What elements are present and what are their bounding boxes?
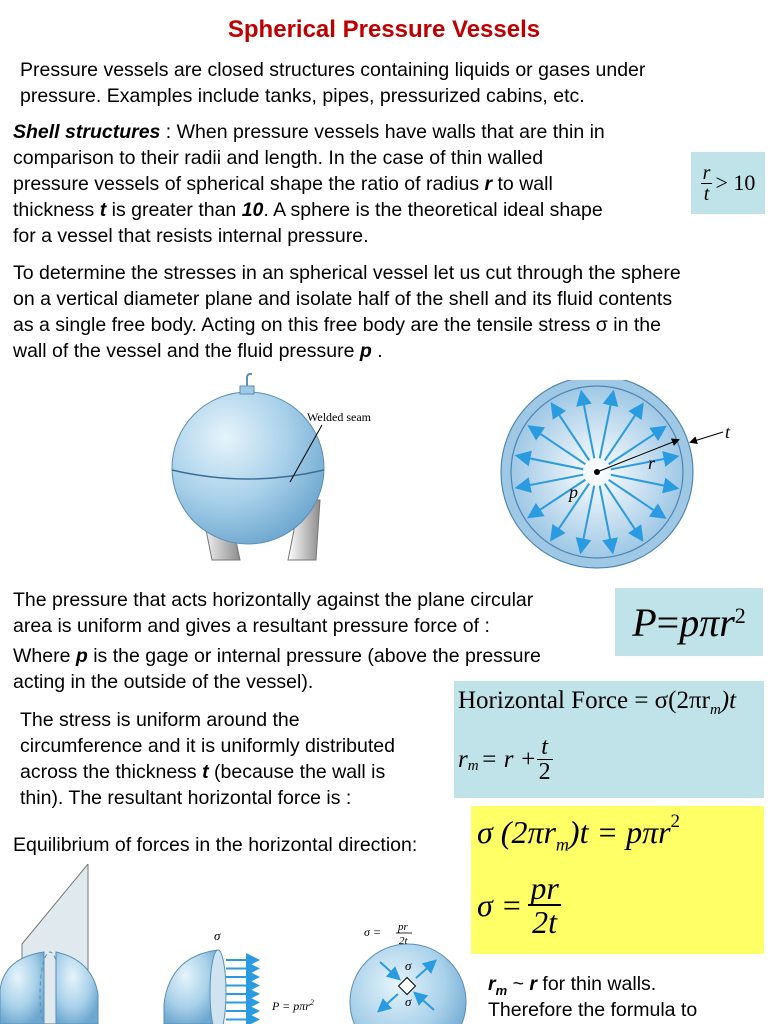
- exponent: 2: [670, 811, 681, 833]
- thin-wall-note: [488, 971, 697, 1023]
- where-text: is the gage or internal pressure (above the pressure: [87, 645, 541, 667]
- sigma-formula-label: σ =: [364, 925, 382, 939]
- shell-text: comparison to their radii and length. In the case of thin walled: [13, 147, 544, 169]
- equilibrium-equation: σ (2πr: [477, 814, 556, 850]
- where-text: acting in the outside of the vessel).: [13, 671, 314, 693]
- ratio-relation: > 10: [715, 170, 756, 195]
- pressure-label: p: [569, 482, 578, 502]
- radius-symbol: r: [529, 973, 537, 995]
- stress-formula-denominator: 2t: [532, 904, 558, 940]
- page-title: Spherical Pressure Vessels: [227, 16, 541, 43]
- ratio-numerator: r: [702, 161, 711, 184]
- exponent: 2: [309, 998, 314, 1007]
- sphere-right-half: [56, 952, 98, 1024]
- intro-line: pressure. Examples include tanks, pipes, pressurized cabins, etc.: [20, 85, 585, 107]
- sphere-left-half: [0, 952, 44, 1024]
- spherical-tank-figure: [160, 372, 390, 572]
- equals-sign: =: [656, 599, 680, 645]
- stress-line: (because the wall is: [208, 761, 386, 783]
- fraction-numerator: t: [541, 734, 548, 760]
- tank-nozzle: [240, 386, 254, 394]
- radius-label: r: [648, 453, 656, 473]
- stress-line: The stress is uniform around the: [20, 709, 300, 731]
- radius-symbol: r: [484, 173, 493, 195]
- shell-paragraph: [13, 119, 605, 249]
- shell-text: thickness: [13, 199, 100, 221]
- rm-symbol: r: [458, 745, 468, 773]
- tank-sphere: [172, 392, 324, 544]
- cut-line: wall of the vessel and the fluid pressure: [13, 340, 360, 362]
- subscript: m: [495, 982, 508, 998]
- pressure-force-label: [271, 998, 314, 1013]
- shell-text: . A sphere is the theoretical ideal shape: [263, 199, 603, 221]
- cut-line: as a single free body. Acting on this free body are the tensile stress σ in the: [13, 314, 661, 336]
- stress-line: thin). The resultant horizontal force is :: [20, 787, 352, 809]
- cut-line: To determine the stresses in an spherical vessel let us cut through the sphere: [13, 262, 681, 284]
- pressure-line: The pressure that acts horizontally against the plane circular: [13, 589, 534, 611]
- ratio-denominator: t: [703, 182, 710, 205]
- horizontal-force-box: Horizontal Force = $\sigma(2\pi r_m)t$ r $_m$ = r + $\frac{t}{2}$: [454, 681, 764, 798]
- equilibrium-equation-box: [471, 806, 764, 954]
- stress-paragraph: [20, 707, 395, 811]
- sigma-formula-numerator: pr: [398, 921, 408, 933]
- free-body-figures: [0, 864, 470, 1024]
- shell-text: to wall: [492, 173, 553, 195]
- shell-heading: Shell structures: [13, 121, 161, 143]
- ratio-value: 10: [241, 199, 264, 221]
- fraction-denominator: 2: [538, 759, 551, 785]
- cut-line: on a vertical diameter plane and isolate half of the shell and its fluid contents: [13, 288, 673, 310]
- cross-section-figure: [495, 380, 745, 570]
- sigma-label: σ: [405, 958, 412, 973]
- thickness-symbol: t: [99, 199, 107, 221]
- thickness-label: t: [725, 422, 731, 442]
- pressure-symbol: p: [75, 645, 88, 667]
- pressure-symbol: p: [359, 340, 372, 362]
- pressure-force-text: P = pπr: [272, 999, 310, 1013]
- intro-line: Pressure vessels are closed structures containing liquids or gases under: [20, 59, 646, 81]
- rm-symbol: r: [488, 973, 496, 995]
- cut-line: .: [371, 340, 383, 362]
- thin-wall-text: Therefore the formula to: [488, 999, 698, 1021]
- shell-text: : When pressure vessels have walls that are thin in: [160, 121, 605, 143]
- stress-formula-lhs: σ =: [477, 886, 523, 923]
- intro-paragraph: [20, 57, 645, 109]
- cut-paragraph: [13, 260, 681, 364]
- stress-line: across the thickness: [20, 761, 203, 783]
- rm-expression: = r +: [480, 745, 537, 773]
- sigma-label: σ: [405, 994, 412, 1009]
- horizontal-force-end: )t: [720, 687, 737, 714]
- where-text: Where: [13, 645, 76, 667]
- thin-wall-text: for thin walls.: [536, 973, 657, 995]
- pressure-paragraph: [13, 587, 533, 639]
- horizontal-force-formula: Horizontal Force = σ(2πr: [458, 687, 710, 714]
- thickness-symbol: t: [202, 761, 209, 783]
- stress-line: circumference and it is uniformly distributed: [20, 735, 395, 757]
- sigma-label: σ: [214, 928, 221, 943]
- subscript: m: [709, 702, 721, 718]
- equilibrium-text: Equilibrium of forces in the horizontal direction:: [13, 834, 418, 856]
- approx-sign: ~: [507, 973, 530, 995]
- ratio-formula-box: [691, 152, 765, 214]
- pressure-line: area is uniform and gives a resultant pressure force of :: [13, 615, 490, 637]
- sigma-formula-denominator: 2t: [399, 935, 408, 947]
- welded-seam-label: Welded seam: [307, 410, 372, 424]
- shell-text: is greater than: [106, 199, 242, 221]
- subscript: m: [555, 834, 569, 855]
- force-symbol: P: [632, 599, 657, 645]
- equilibrium-equation-end: )t = pπr: [568, 814, 671, 850]
- shell-text: for a vessel that resists internal pressure.: [13, 225, 369, 247]
- thickness-leader: [691, 432, 723, 442]
- force-expression: pπr: [679, 599, 735, 645]
- shell-text: pressure vessels of spherical shape the ratio of radius: [13, 173, 485, 195]
- resultant-force-formula-box: P = pπr $^2$: [615, 588, 763, 656]
- stress-formula-numerator: pr: [530, 870, 559, 906]
